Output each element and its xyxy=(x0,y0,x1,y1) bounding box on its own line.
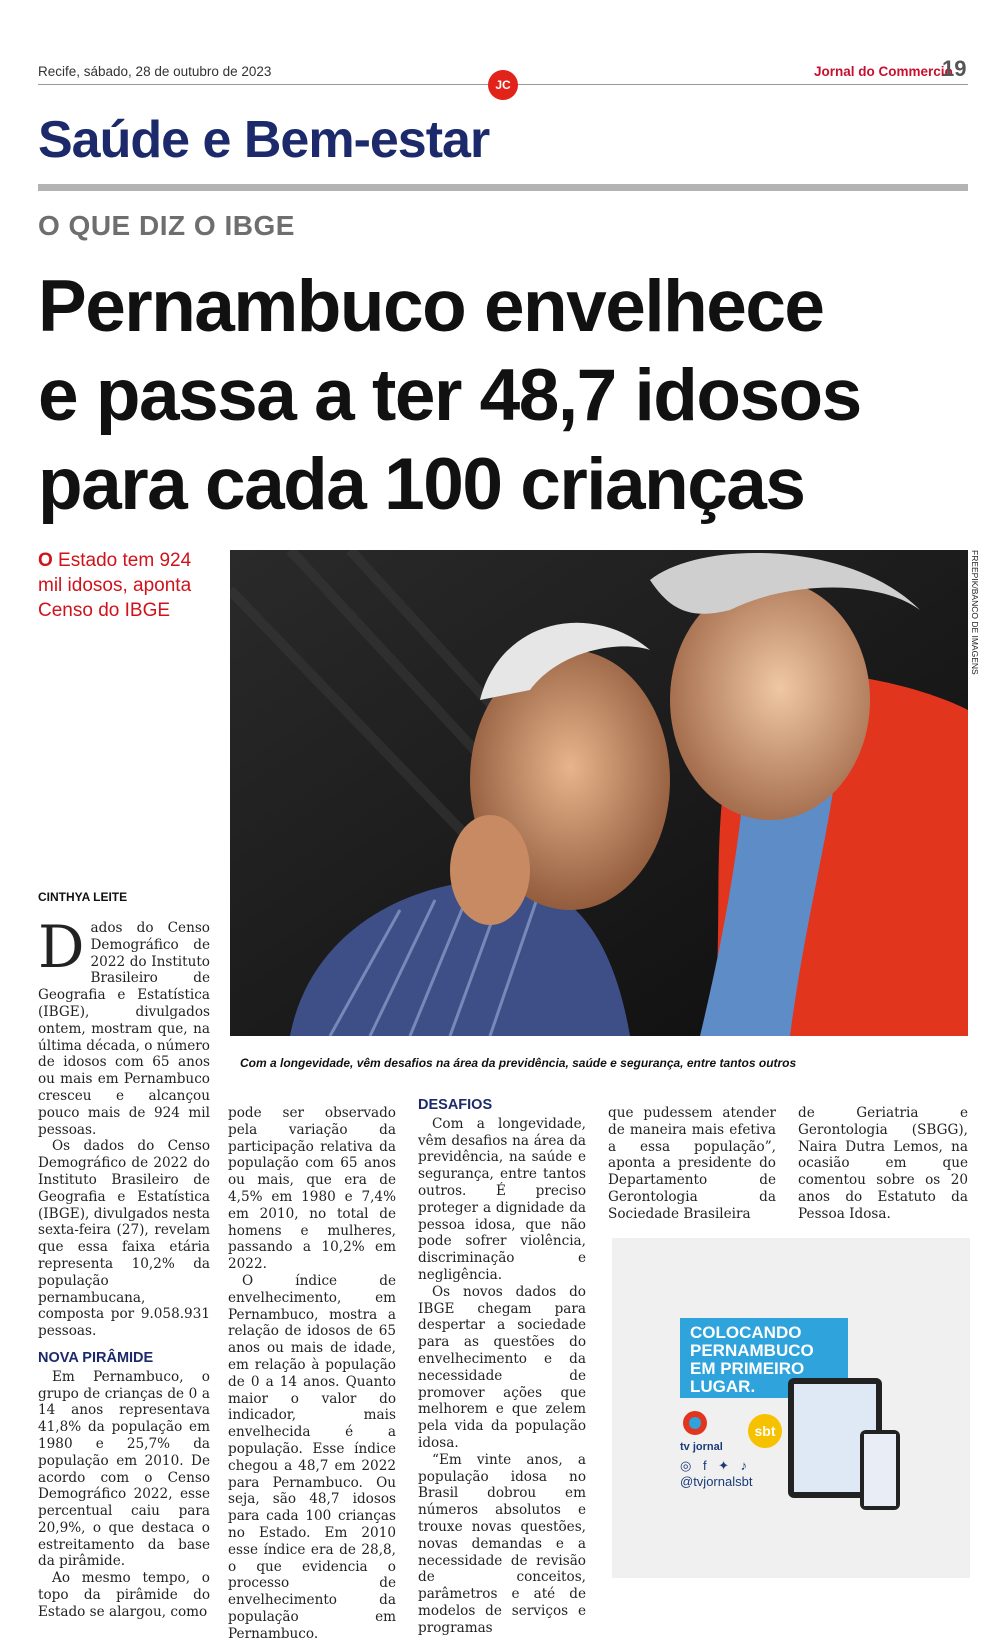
paragraph-5: pode ser observado pela variação da participação relativa da população com 65 anos ou mais, que era de 4,5% em 1980 e 7,4% em 2010, no total de homens e mulheres, passando a 10,2% em 2022. xyxy=(228,1105,396,1273)
article-column-2 xyxy=(228,1105,396,1643)
subhead-lead: O xyxy=(38,550,53,571)
paragraph-7: Com a longevidade, vêm desafios na área da previdência, na saúde e segurança, entre tantos outros. É preciso proteger a dignidade da pessoa idosa, que não pode sofrer violência, discriminação e negligência. xyxy=(418,1115,586,1283)
section-rule xyxy=(38,184,968,191)
newspaper-name: Jornal do Commercio xyxy=(814,64,953,79)
paragraph-8: Os novos dados do IBGE chegam para despertar a sociedade para as questões do envelhecimento e da necessidade de promover ações que melhorem e que zelem pela vida da população idosa. xyxy=(418,1283,586,1451)
drop-cap: D xyxy=(38,913,85,981)
subhead-desafios: DESAFIOS xyxy=(418,1097,493,1113)
photo-credit-text: FREEPIK/BANCO DE IMAGENS xyxy=(970,550,980,675)
subhead-nova-piramide: NOVA PIRÂMIDE xyxy=(38,1349,154,1366)
phone-mockup xyxy=(860,1430,900,1510)
elderly-couple-photo xyxy=(230,550,968,1036)
ad-headline: COLOCANDO PERNAMBUCO EM PRIMEIRO LUGAR. xyxy=(680,1318,848,1398)
headline-line-1: Pernambuco envelhece xyxy=(38,266,824,347)
kicker: O QUE DIZ O IBGE xyxy=(38,210,295,241)
section-title: Saúde e Bem-estar xyxy=(38,111,490,169)
paragraph-1: Dados do Censo Demográfico de 2022 do Instituto Brasileiro de Geografia e Estatística (IBGE), divulgados ontem, mostram que, na última década, o número de idosos com 65 anos ou mais em Pernambuco cresceu e alcançou pouco mais de 924 mil pessoas. xyxy=(38,913,210,1138)
dateline: Recife, sábado, 28 de outubro de 2023 xyxy=(38,64,272,79)
article-photo xyxy=(230,550,968,1036)
jc-logo: JC xyxy=(488,70,518,100)
ad-brand-tvjornal: tv jornal xyxy=(680,1441,723,1453)
paragraph-3: Em Pernambuco, o grupo de crianças de 0 a 14 anos representava 41,8% da população em 1980 e 25,7% da população em 2010. De acordo com o Censo Demográfico 2022, esse percentual caiu para 20,9%, o que destaca o estreitamento da base da pirâmide. xyxy=(38,1368,210,1570)
page-number: 19 xyxy=(942,56,967,81)
social-icons: ◎ f ✦ ♪ xyxy=(680,1458,752,1473)
paragraph-10: que pudessem atender de maneira mais efetiva a essa população”, aponta a presidente do Departamento de Gerontologia da Sociedade Brasileira xyxy=(608,1105,776,1222)
photo-credit xyxy=(968,550,982,680)
paragraph-9: “Em vinte anos, a população idosa no Brasil dobrou em números absolutos e trouxe novas questões, novas demandas e a necessidade de revisão de conceitos, parâmetros e até de modelos de serviços e programas xyxy=(418,1451,586,1636)
headline-line-2: e passa a ter 48,7 idosos xyxy=(38,355,861,436)
byline: CINTHYA LEITE xyxy=(38,890,128,904)
article-column-4 xyxy=(608,1105,776,1223)
paragraph-4: Ao mesmo tempo, o topo da pirâmide do Estado se alargou, como xyxy=(38,1570,210,1620)
headline xyxy=(38,262,978,529)
photo-caption: Com a longevidade, vêm desafios na área da previdência, saúde e segurança, entre tantos outros xyxy=(240,1056,797,1070)
ad-brand-sbt: sbt xyxy=(748,1414,782,1448)
article-column-1 xyxy=(38,913,210,1621)
article-column-5 xyxy=(798,1105,968,1223)
paragraph-2: Os dados do Censo Demográfico de 2022 do Instituto Brasileiro de Geografia e Estatística (IBGE), divulgados nesta sexta-feira (27), revelam que essa faixa etária representa 10,2% da população pernambucana, composta por 9.058.931 pessoas. xyxy=(38,1138,210,1340)
subhead-text: Estado tem 924 mil idosos, aponta Censo do IBGE xyxy=(38,550,192,621)
paragraph-11: de Geriatria e Gerontologia (SBGG), Naira Dutra Lemos, na ocasião em que comentou sobre os 20 anos do Estatuto da Pessoa Idosa. xyxy=(798,1105,968,1222)
ad-handle: @tvjornalsbt xyxy=(680,1474,753,1489)
subheadline xyxy=(38,548,213,623)
article-column-3 xyxy=(418,1097,586,1637)
headline-line-3: para cada 100 crianças xyxy=(38,444,805,525)
tvjornal-logo-icon xyxy=(680,1408,710,1442)
paragraph-6: O índice de envelhecimento, em Pernambuco, mostra a relação de idosos de 65 anos ou mais de idade, em relação à população de 0 a 14 anos. Quanto maior o valor do indicador, mais envelhecida é a população. Esse índice chegou a 48,7 em 2022 para Pernambuco. Ou seja, são 48,7 idosos para cada 100 crianças no Estado. Em 2010 esse índice era de 28,8, o que evidencia o processo de envelhecimento da população em Pernambuco. xyxy=(228,1272,396,1642)
